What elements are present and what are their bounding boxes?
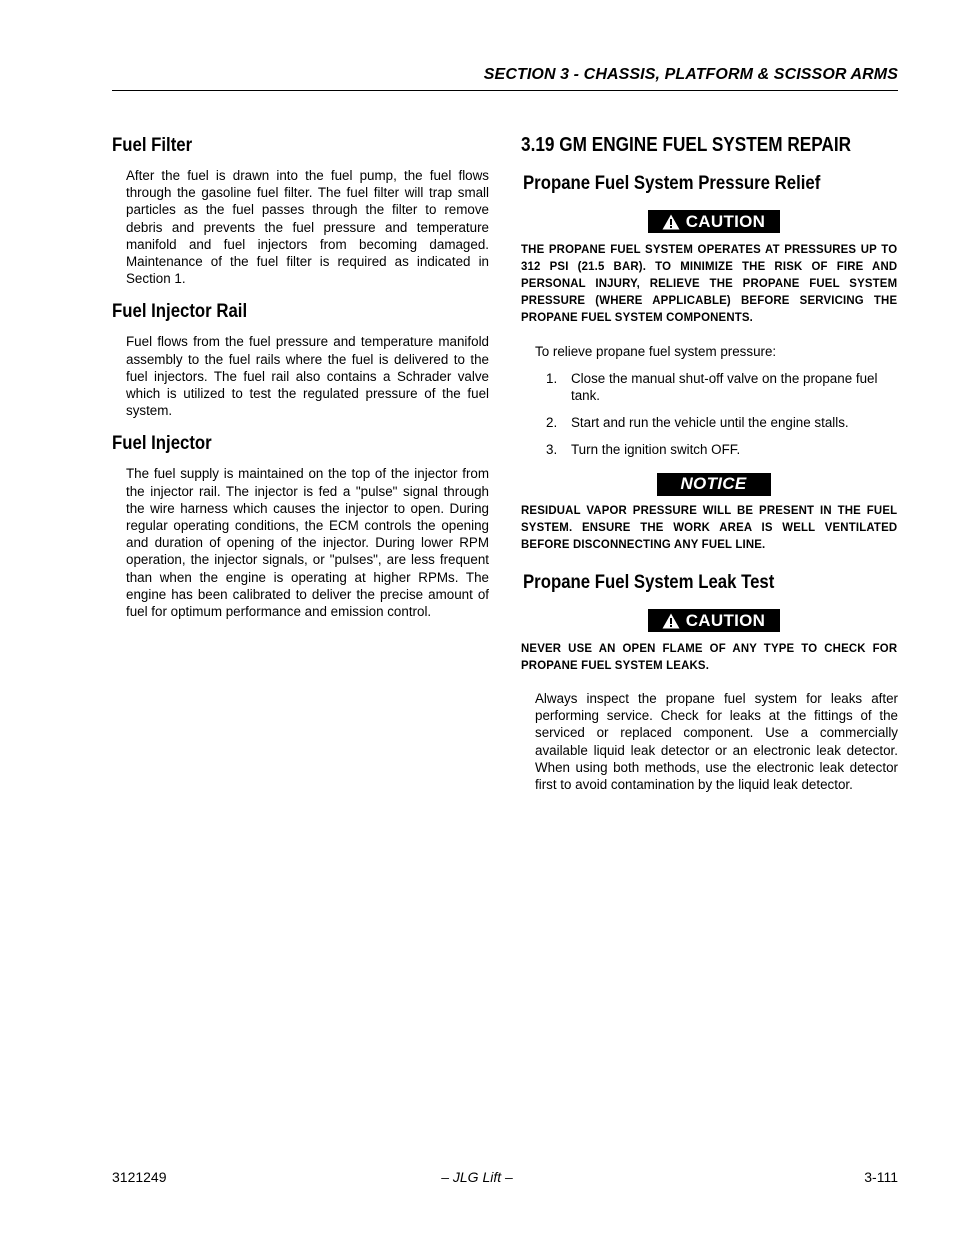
caution-text-2: NEVER USE AN OPEN FLAME OF ANY TYPE TO CHECK FOR PROPANE FUEL SYSTEM LEAKS. (521, 640, 898, 672)
caution-banner-1 (521, 210, 898, 235)
list-item: 3. Turn the ignition switch OFF. (546, 442, 741, 458)
notice-label: NOTICE (680, 474, 747, 494)
relief-intro: To relieve propane fuel system pressure: (535, 343, 777, 359)
relief-steps (521, 370, 898, 459)
fuel-injector-rail-body: Fuel flows from the fuel pressure and temperature manifold assembly to the fuel rails where the fuel is delivered to the fuel injectors. The fuel rail also contains a Schrader valve which is utilized to test the regulated pressure of the fuel system. (126, 334, 489, 419)
list-item: 2. Start and run the vehicle until the engine stalls. (546, 415, 849, 431)
footer-brand: – JLG Lift – (441, 1169, 513, 1185)
section-title: SECTION 3 - CHASSIS, PLATFORM & SCISSOR ARMS (483, 66, 898, 83)
notice-text: RESIDUAL VAPOR PRESSURE WILL BE PRESENT IN THE FUEL SYSTEM. ENSURE THE WORK AREA IS WELL VENTILATED BEFORE DISCONNECTING ANY FUEL LINE. (521, 502, 898, 551)
pressure-relief-heading: Propane Fuel System Pressure Relief (523, 172, 821, 194)
list-item: 1. Close the manual shut-off valve on the propane fuel tank. (546, 370, 878, 403)
doc-number: 3121249 (112, 1169, 167, 1185)
leak-test-heading: Propane Fuel System Leak Test (523, 571, 775, 594)
header-rule (112, 90, 898, 91)
fuel-filter-body: After the fuel is drawn into the fuel pump, the fuel flows through the gasoline fuel filter. The fuel filter will trap small particles as the fuel passes through the filter to remove debris and prevents the fuel pressure and temperature manifold and fuel injectors from becoming damaged. Maintenance of the fuel filter is required as indicated in Section 1. (126, 168, 489, 287)
page-number: 3-111 (864, 1169, 898, 1185)
caution-label: CAUTION (685, 211, 766, 231)
fuel-injector-heading: Fuel Injector (112, 432, 212, 455)
notice-label-box (657, 473, 771, 496)
right-column (521, 130, 898, 793)
fuel-injector-rail-heading: Fuel Injector Rail (112, 300, 248, 323)
fuel-filter-heading: Fuel Filter (112, 134, 193, 156)
warning-triangle-icon (662, 214, 680, 230)
section-heading: 3.19 GM ENGINE FUEL SYSTEM REPAIR (521, 134, 852, 156)
caution-banner-2 (521, 609, 898, 634)
left-column (112, 130, 489, 620)
fuel-injector-body: The fuel supply is maintained on the top of the injector from the injector rail. The injector is fed a "pulse" signal through the wire harness which causes the injector to open. During regular operating conditions, the ECM controls the opening and duration of opening of the injector. During lower RPM operation, the injector signals, or "pulses", are less frequent than when the engine is operating at higher RPMs. The engine has been calibrated to deliver the precise amount of fuel for optimum performance and emission control. (126, 466, 489, 620)
caution-label: CAUTION (685, 610, 766, 630)
leak-test-body: Always inspect the propane fuel system for leaks after performing service. Check for leaks at the fittings of the serviced or replaced component. Use a commercially available liquid leak detector or an electronic leak detector. When using both methods, use the electronic leak detector first to avoid contamination by the liquid leak detector. (535, 691, 898, 793)
notice-banner (521, 473, 898, 496)
caution-label-box (648, 609, 780, 632)
warning-triangle-icon (662, 613, 680, 629)
caution-label-box (648, 210, 780, 233)
caution-text-1: THE PROPANE FUEL SYSTEM OPERATES AT PRESSURES UP TO 312 PSI (21.5 BAR). TO MINIMIZE THE RISK OF FIRE AND PERSONAL INJURY, RELIEVE THE PROPANE FUEL SYSTEM PRESSURE (WHERE APPLICABLE) BEFORE SERVICING THE PROPANE FUEL SYSTEM COMPONENTS. (521, 241, 898, 325)
